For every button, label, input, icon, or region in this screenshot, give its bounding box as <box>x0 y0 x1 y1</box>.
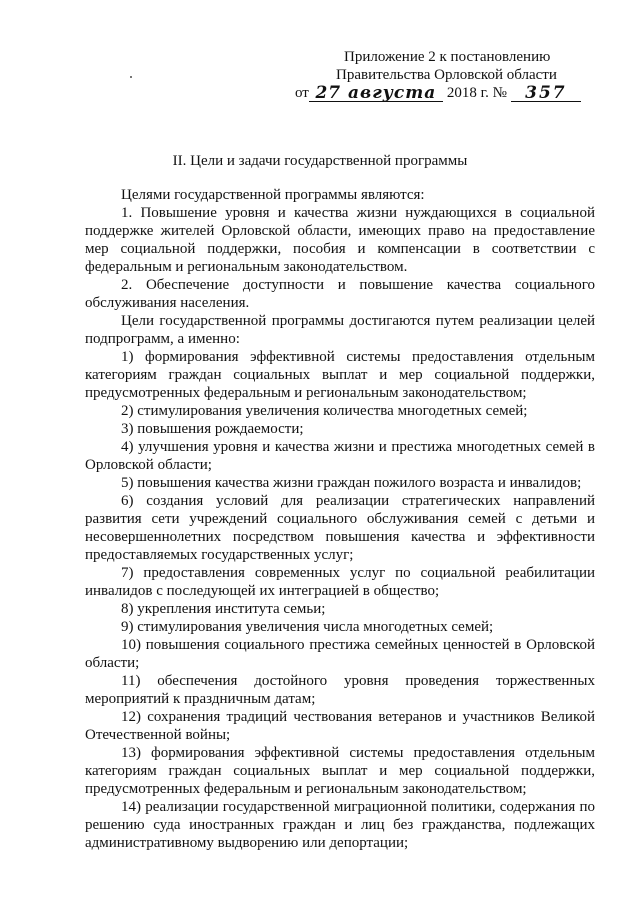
paragraph: 6) создания условий для реализации стратегических направлений развития сети учреждений социального обслуживания семей с детьми и несовершеннолетних посредством повышения качества и эффективности предоставляемых государственных услуг; <box>85 493 595 563</box>
handwritten-number: 357 <box>511 85 581 102</box>
paragraph: 3) повышения рождаемости; <box>121 421 304 437</box>
paragraph: 9) стимулирования увеличения числа многодетных семей; <box>121 619 494 635</box>
paragraph: Цели государственной программы достигаются путем реализации целей подпрограмм, а именно: <box>85 313 595 347</box>
year-number-label: 2018 г. № <box>446 85 507 101</box>
header-government-line: Правительства Орловской области <box>336 67 557 83</box>
paragraph: 10) повышения социального престижа семейных ценностей в Орловской области; <box>85 637 595 671</box>
paragraph: 4) улучшения уровня и качества жизни и престижа многодетных семей в Орловской области; <box>85 439 595 473</box>
paragraph: 2) стимулирования увеличения количества многодетных семей; <box>121 403 528 419</box>
paragraph: 2. Обеспечение доступности и повышение качества социального обслуживания населения. <box>85 277 595 311</box>
paragraph: 11) обеспечения достойного уровня проведения торжественных мероприятий к праздничным датам; <box>85 673 595 707</box>
paragraph: 8) укрепления института семьи; <box>121 601 326 617</box>
paragraph: 1) формирования эффективной системы предоставления отдельным категориям граждан социальных выплат и мер социальной поддержки, предусмотренных федеральным и региональным законодательством; <box>85 349 595 401</box>
paragraph: Целями государственной программы являются: <box>121 187 425 203</box>
document-header <box>280 48 610 102</box>
document-body <box>85 186 595 852</box>
paragraph: 5) повышения качества жизни граждан пожилого возраста и инвалидов; <box>121 475 582 491</box>
paragraph: 13) формирования эффективной системы предоставления отдельным категориям граждан социальных выплат и мер социальной поддержки, предусмотренных федеральным и региональным законодательством; <box>85 745 595 797</box>
paragraph: 1. Повышение уровня и качества жизни нуждающихся в социальной поддержке жителей Орловской области, имеющих право на предоставление мер социальной поддержки, пособия и компенсации в соответствии с федеральным и региональным законодательством. <box>85 205 595 275</box>
paragraph: 14) реализации государственной миграционной политики, содержания по решению суда иностранных граждан и лиц без гражданства, подлежащих административному выдворению или депортации; <box>85 799 595 851</box>
from-prefix: от <box>295 85 309 101</box>
header-date-number-line <box>280 84 610 102</box>
scan-speck <box>130 76 132 78</box>
header-appendix-line: Приложение 2 к постановлению <box>344 49 551 65</box>
section-title: II. Цели и задачи государственной программы <box>172 153 468 169</box>
paragraph: 7) предоставления современных услуг по социальной реабилитации инвалидов с последующей их интеграцией в общество; <box>85 565 595 599</box>
handwritten-date: 27 августа <box>309 85 443 102</box>
paragraph: 12) сохранения традиций чествования ветеранов и участников Великой Отечественной войны; <box>85 709 595 743</box>
